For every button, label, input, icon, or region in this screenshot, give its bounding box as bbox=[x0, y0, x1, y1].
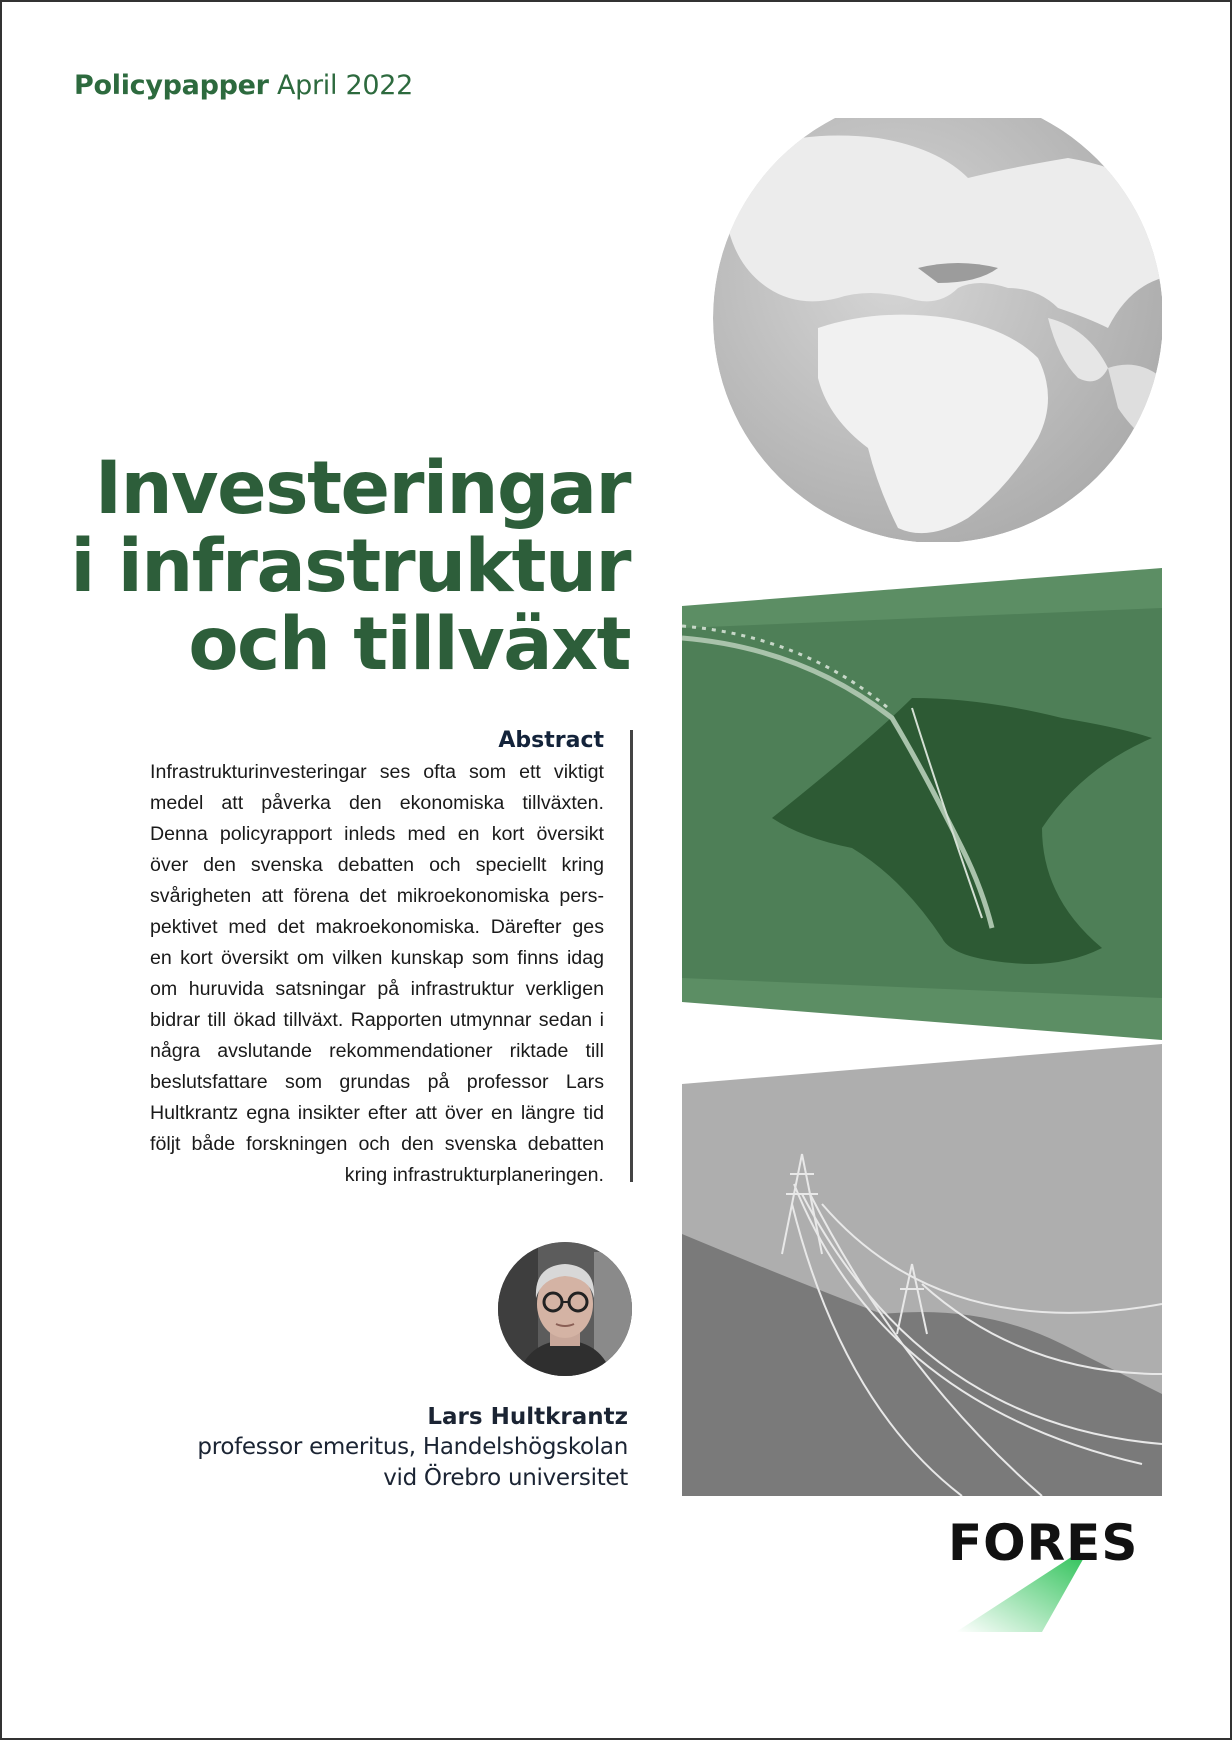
title-line: och tillväxt bbox=[188, 602, 630, 687]
series-label: Policypapper bbox=[74, 70, 269, 101]
publication-date: April 2022 bbox=[276, 70, 413, 101]
document-title bbox=[70, 446, 630, 687]
title-line: i infrastruktur bbox=[70, 524, 630, 609]
abstract-body: Infrastrukturinvesteringar ses ofta som ett viktigt medel att påverka den ekonomiska tillväxten. Denna policyrapport inleds med en kort översikt över den svenska debatten och speciellt kring svårigheten att förena det mikroekonomiska perspektivet med det makroekonomiska. Därefter ges en kort översikt om vilken kunskap som finns idag om huruvida satsningar på infrastruktur verkligen bidrar till ökad tillväxt. Rapporten utmynnar sedan i några avslutande rekommendationer riktade till beslutsfattare som grundas på professor Lars Hultkrantz egna insikter efter att över en längre tid följt både forskningen och den svenska debatten kring infrastrukturplaneringen. bbox=[150, 761, 604, 1186]
author-title: professor emeritus, Handelshögskolan bbox=[197, 1434, 628, 1460]
abstract-heading: Abstract bbox=[498, 728, 604, 753]
bridge-image bbox=[682, 568, 1162, 1040]
title-line: Investeringar bbox=[94, 446, 630, 531]
logo-wordmark: FORES bbox=[948, 1514, 1139, 1572]
abstract-section bbox=[150, 728, 634, 1191]
series-header bbox=[74, 70, 413, 101]
abstract-divider bbox=[630, 730, 633, 1182]
author-affiliation: vid Örebro universitet bbox=[383, 1465, 628, 1491]
power-lines-image bbox=[682, 1044, 1162, 1496]
author-name: Lars Hultkrantz bbox=[427, 1404, 628, 1430]
author-block bbox=[197, 1402, 628, 1494]
globe-image bbox=[708, 118, 1162, 542]
fores-logo bbox=[946, 1514, 1152, 1634]
author-portrait bbox=[498, 1242, 632, 1376]
